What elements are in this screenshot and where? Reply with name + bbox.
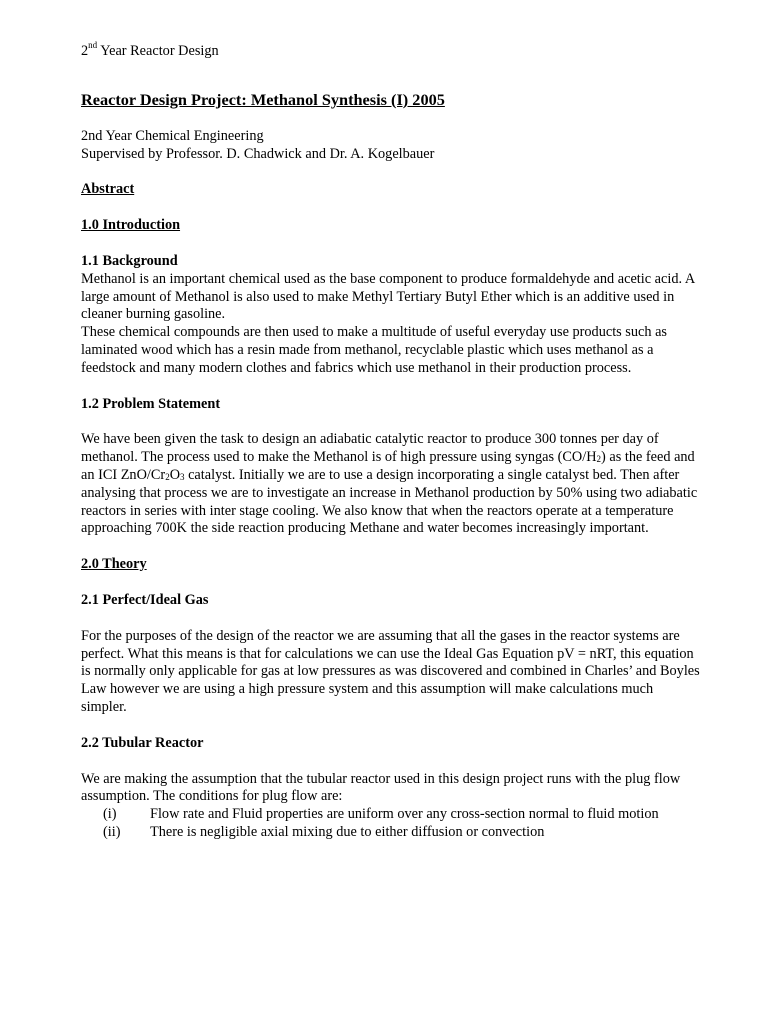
- background-paragraph-2: These chemical compounds are then used to make a multitude of useful everyday use products such as laminated wood which has a resin made from methanol, recyclable plastic which uses methanol as a feedstock and many modern clothes and fabrics which use methanol in their production process.: [81, 324, 667, 376]
- background-paragraph-1: Methanol is an important chemical used as the base component to produce formaldehyde and acetic acid. A large amount of Methanol is also used to make Methyl Tertiary Butyl Ether which is an additive used in cleaner burning gasoline.: [81, 270, 695, 323]
- document-title: Reactor Design Project: Methanol Synthesis (I) 2005: [81, 89, 445, 109]
- list-item-text: Flow rate and Fluid properties are uniform over any cross-section normal to fluid motion: [150, 806, 659, 823]
- header-rest: Year Reactor Design: [97, 43, 219, 59]
- document-page: [81, 40, 701, 842]
- running-header: [81, 40, 701, 61]
- list-marker: (ii): [103, 823, 121, 840]
- list-item-text: There is negligible axial mixing due to either diffusion or convection: [150, 823, 545, 840]
- tubular-reactor-heading: 2.2 Tubular Reactor: [81, 734, 204, 751]
- problem-text-b: ) as the feed and an ICI ZnO/Cr: [81, 449, 695, 483]
- list-item: [81, 806, 701, 824]
- problem-sub-h2: 2: [596, 454, 602, 465]
- ideal-gas-paragraph: For the purposes of the design of the reactor we are assuming that all the gases in the reactor systems are perfect. What this means is that for calculations we can use the Ideal Gas Equation pV = nRT, this equation is normally only applicable for gas at low pressures as was discovered and combined in Charles’ and Boyles Law however we are using a high pressure system and this assumption will make calculations much simpler.: [81, 627, 700, 715]
- theory-heading: 2.0 Theory: [81, 556, 147, 573]
- abstract-heading: Abstract: [81, 181, 135, 198]
- problem-statement-heading: 1.2 Problem Statement: [81, 395, 221, 412]
- ideal-gas-heading: 2.1 Perfect/Ideal Gas: [81, 591, 209, 608]
- problem-sub-cr2: 2: [165, 471, 170, 482]
- tubular-reactor-paragraph: We are making the assumption that the tubular reactor used in this design project runs with the plug flow assumption. The conditions for plug flow are:: [81, 770, 681, 805]
- introduction-heading: 1.0 Introduction: [81, 217, 181, 234]
- course-line: 2nd Year Chemical Engineering: [81, 127, 264, 144]
- problem-text-a: We have been given the task to design an adiabatic catalytic reactor to produce 300 tonnes per day of methanol. The process used to make the Methanol is of high pressure using syngas (CO/H: [81, 431, 659, 466]
- supervisors-line: Supervised by Professor. D. Chadwick and Dr. A. Kogelbauer: [81, 145, 435, 162]
- document-meta: [81, 128, 701, 164]
- list-marker: (i): [103, 806, 117, 823]
- problem-statement-paragraph: [81, 431, 701, 538]
- problem-text-c: O: [169, 466, 181, 483]
- background-heading: 1.1 Background: [81, 252, 178, 269]
- problem-text-d: catalyst. Initially we are to use a design incorporating a single catalyst bed. Then after analysing that process we are to investigate an increase in Methanol production by 50% using two adiabatic reactors in series with inter stage cooling. We also know that when the reactors operate at a temperature approaching 700K the side reaction producing Methane and water becomes increasingly important.: [81, 466, 698, 537]
- list-item: [81, 824, 701, 842]
- problem-sub-o3: 3: [180, 471, 185, 482]
- header-year-suffix: nd: [88, 40, 98, 51]
- header-year-number: 2: [81, 43, 89, 59]
- plug-flow-conditions-list: [81, 806, 701, 842]
